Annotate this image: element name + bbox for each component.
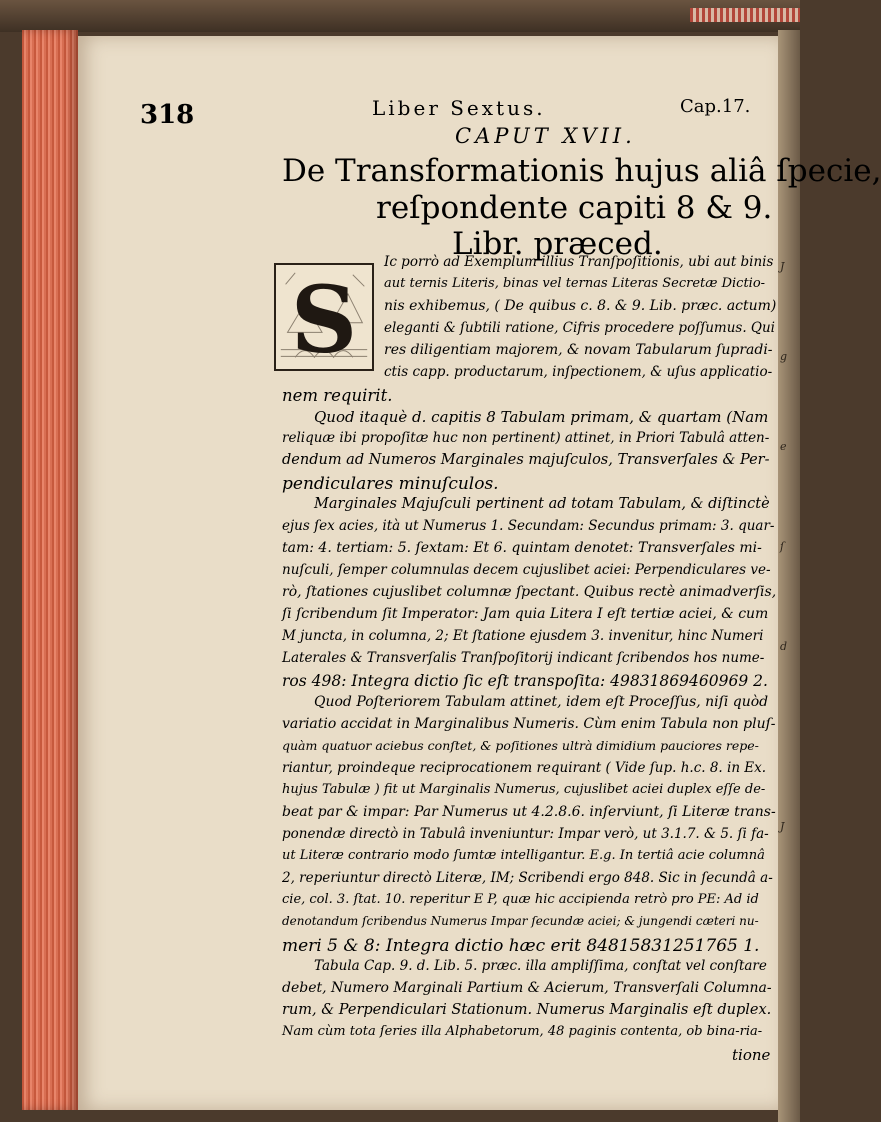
chapter-reference: Cap.17. — [680, 96, 751, 117]
text-line: eleganti & ſubtili ratione, Cifris procedere poſſumus. Qui — [384, 320, 775, 336]
margin-fragment: e — [780, 440, 787, 453]
page-number: 318 — [140, 100, 195, 130]
margin-fragment: J — [780, 260, 785, 273]
text-line: tione — [732, 1046, 771, 1064]
text-line: Laterales & Transverſalis Tranſpoſitorij indicant ſcribendos hos nume- — [282, 650, 765, 666]
text-line: ut Literæ contrario modo ſumtæ intelligantur. E.g. In tertiâ acie columnâ — [282, 848, 765, 863]
book-top-edge — [0, 0, 800, 32]
text-line: dendum ad Numeros Marginales majuſculos, Transverſales & Per- — [282, 452, 770, 468]
chapter-title-line-2: reſpondente capiti 8 & 9. — [376, 190, 773, 226]
chapter-title-line-3: Libr. præced. — [452, 226, 663, 262]
margin-fragment: d — [780, 640, 788, 653]
margin-fragment: ſ — [780, 540, 785, 553]
text-line: quàm quatuor aciebus conſtet, & poſitiones ultrà dimidium pauciores repe- — [282, 738, 759, 753]
text-line: Marginales Majuſculi pertinent ad totam Tabulam, & diſtinctè — [314, 496, 770, 512]
decorated-initial-art — [276, 264, 372, 374]
text-line: Tabula Cap. 9. d. Lib. 5. præc. illa ampliſſima, conſtat vel conſtare — [314, 958, 767, 974]
text-line: ponendæ directò in Tabulâ inveniuntur: Impar verò, ut 3.1.7. & 5. ſi fa- — [282, 826, 769, 842]
adjacent-page-edge — [778, 30, 800, 1122]
text-line: denotandum ſcribendus Numerus Impar ſecundæ aciei; & jungendi cæteri nu- — [282, 914, 759, 928]
decorated-initial-letter: S — [290, 264, 358, 374]
text-line: nem requirit. — [282, 386, 393, 405]
running-head: Liber Sextus. — [372, 96, 546, 120]
text-line: beat par & impar: Par Numerus ut 4.2.8.6. inſerviunt, ſi Literæ trans- — [282, 804, 776, 820]
margin-fragment: g — [780, 350, 788, 363]
decorated-initial — [274, 263, 374, 374]
text-line: rum, & Perpendiculari Stationum. Numerus Marginalis eſt duplex. — [282, 1002, 772, 1018]
text-line: pendiculares minuſculos. — [282, 474, 499, 494]
text-line: riantur, proindeque reciprocationem requirant ( Vide ſup. h.c. 8. in Ex. — [282, 760, 767, 776]
text-line: rò, ſtationes cujuslibet columnæ ſpectant. Quibus rectè animadverſis, — [282, 584, 777, 600]
text-line: Nam cùm tota ſeries illa Alphabetorum, 48 paginis contenta, ob bina-ria- — [282, 1024, 763, 1039]
text-line: nuſculi, ſemper columnulas decem cujuslibet aciei: Perpendiculares ve- — [282, 562, 771, 578]
text-line: tam: 4. tertiam: 5. ſextam: Et 6. quintam denotet: Transverſales mi- — [282, 540, 762, 556]
text-line: reliquæ ibi propoſitæ huc non pertinent) attinet, in Priori Tabulâ atten- — [282, 430, 770, 446]
text-line: ros 498: Integra dictio ſic eſt transpoſita: 49831869460969 2. — [282, 672, 768, 690]
text-line: debet, Numero Marginali Partium & Acierum, Transverſali Columna- — [282, 980, 772, 996]
chapter-label: CAPUT XVII. — [455, 124, 636, 148]
bookmark-band — [690, 8, 800, 22]
text-line: aut ternis Literis, binas vel ternas Literas Secretæ Dictio- — [384, 276, 766, 291]
text-line: nis exhibemus, ( De quibus c. 8. & 9. Lib. præc. actum) — [384, 298, 777, 314]
text-line: Quod Poſteriorem Tabulam attinet, idem eſt Proceſſus, niſi quòd — [314, 694, 769, 710]
text-line: res diligentiam majorem, & novam Tabularum ſupradi- — [384, 342, 773, 358]
text-line: ejus ſex acies, ità ut Numerus 1. Secundam: Secundus primam: 3. quar- — [282, 518, 775, 534]
chapter-title-line-1: De Transformationis hujus aliâ ſpecie, — [282, 153, 881, 189]
text-line: Quod itaquè d. capitis 8 Tabulam primam, & quartam (Nam — [314, 408, 769, 426]
text-line: M juncta, in columna, 2; Et ſtatione ejusdem 3. invenitur, hinc Numeri — [282, 628, 764, 644]
text-line: variatio accidat in Marginalibus Numeris. Cùm enim Tabula non pluſ- — [282, 716, 776, 732]
text-line: ſi ſcribendum ſit Imperator: Jam quia Litera I eſt tertiæ aciei, & cum — [282, 606, 769, 622]
page-edges — [22, 30, 78, 1110]
text-line: hujus Tabulæ ) fit ut Marginalis Numerus, cujuslibet aciei duplex eſſe de- — [282, 782, 766, 797]
text-line: Ic porrò ad Exemplum illius Tranſpoſitionis, ubi aut binis — [384, 254, 774, 270]
text-line: 2, reperiuntur directò Literæ, IM; Scribendi ergo 848. Sic in ſecundâ a- — [282, 870, 773, 886]
text-line: cie, col. 3. ſtat. 10. reperitur E P, quæ hic accipienda retrò pro PE: Ad id — [282, 892, 759, 907]
text-line: meri 5 & 8: Integra dictio hæc erit 84815831251765 1. — [282, 936, 760, 956]
text-line: ctis capp. productarum, inſpectionem, & uſus applicatio- — [384, 364, 773, 380]
margin-fragment: J — [780, 820, 785, 833]
